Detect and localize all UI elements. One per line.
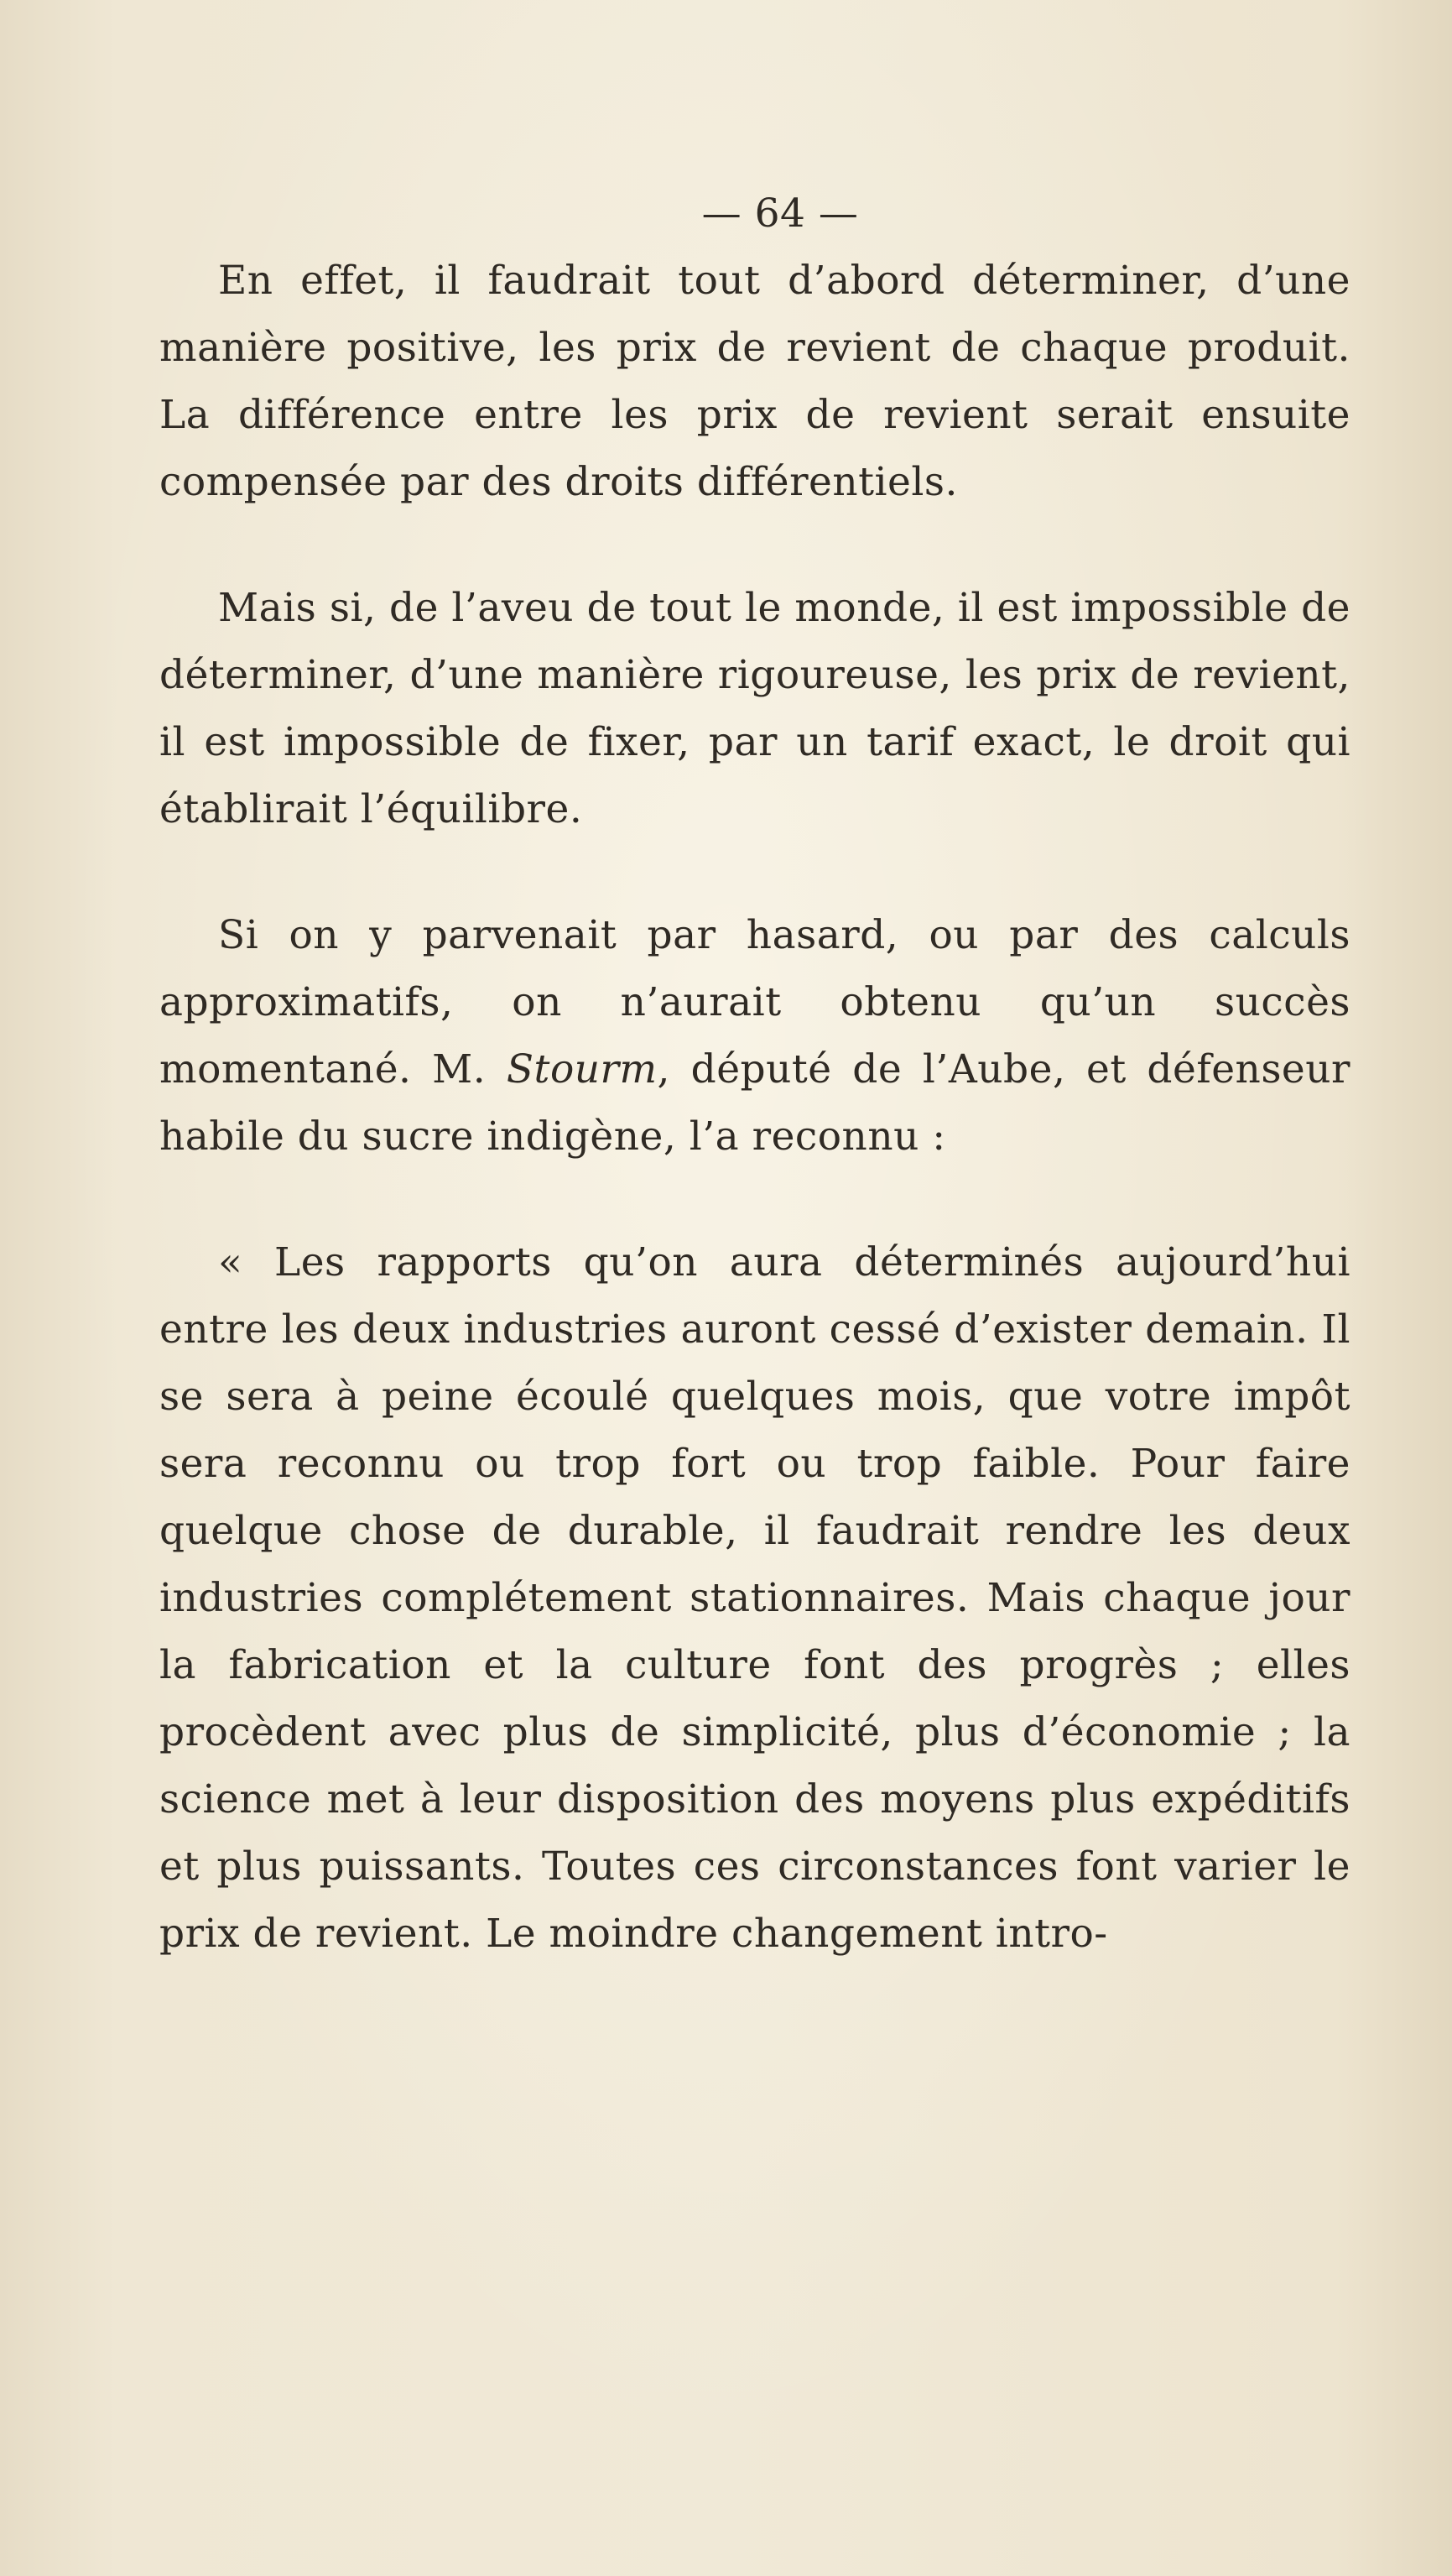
paragraph-gap (159, 1171, 1351, 1229)
person-name: Stourm (506, 1046, 658, 1092)
page-number: — 64 — (701, 190, 859, 237)
paragraph-gap (159, 843, 1351, 902)
paragraph-2: Mais si, de l’aveu de tout le monde, il est impossible de déterminer, d’une manière rigoureuse, les prix de revient, il est impossible de fixer, par un tarif exact, le droit qui établirait l’équilibre. (159, 585, 1351, 832)
page-text (159, 180, 1351, 1968)
paragraph-gap (159, 516, 1351, 575)
paragraph-3-text: Si on y parvenait par hasard, ou par des calculs approximatifs, on n’aurait obtenu qu’un succès momentané. M. (159, 912, 1351, 1092)
paragraph-3 (159, 902, 1351, 1171)
paragraph-1: En effet, il faudrait tout d’abord déterminer, d’une manière positive, les prix de revient de chaque produit. La différence entre les prix de revient serait ensuite compensée par des droits différentiels. (159, 258, 1351, 505)
paragraph-3-text-end: , député de l’Aube, et défenseur habile du sucre indigène, l’a reconnu : (159, 1046, 1351, 1160)
quotation-paragraph: « Les rapports qu’on aura déterminés aujourd’hui entre les deux industries auront cessé d’exister demain. Il se sera à peine écoulé quelques mois, que votre impôt sera reconnu ou trop fort ou trop faible. Pour faire quelque chose de durable, il faudrait rendre les deux industries complétement stationnaires. Mais chaque jour la fabrication et la culture font des progrès ; elles procèdent avec plus de simplicité, plus d’économie ; la science met à leur disposition des moyens plus expéditifs et plus puissants. Toutes ces circonstances font varier le prix de revient. Le moindre changement intro- (159, 1239, 1351, 1957)
